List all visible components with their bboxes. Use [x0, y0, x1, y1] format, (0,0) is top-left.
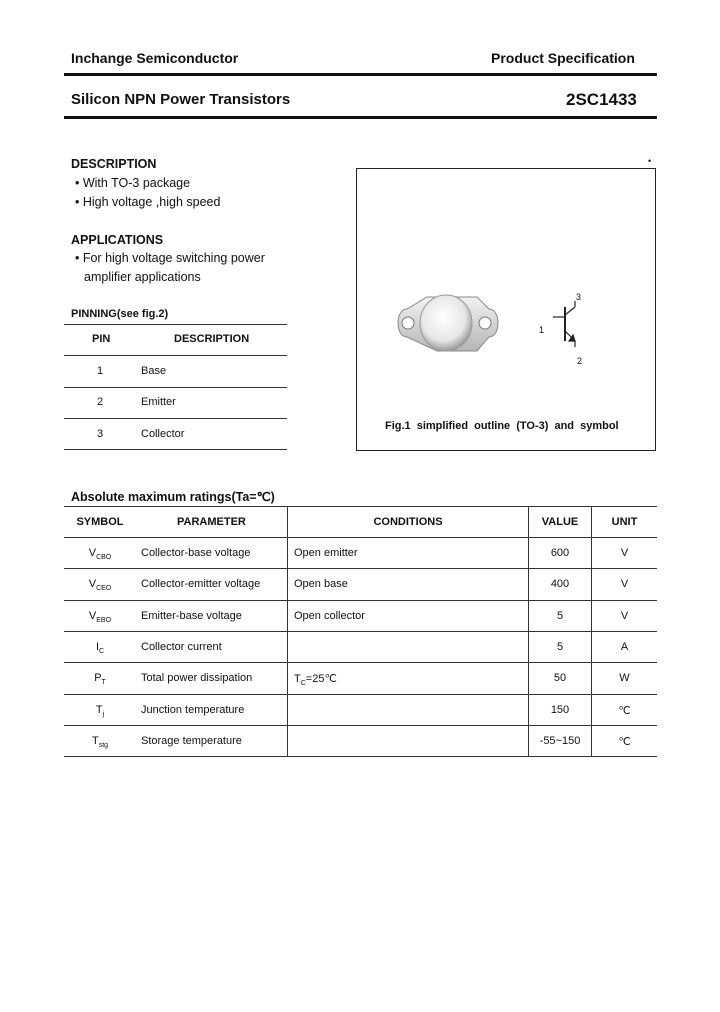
rating-symbol-subscript: EBO	[96, 617, 112, 625]
ratings-rule	[64, 600, 657, 601]
pinning-heading: PINNING(see fig.2)	[71, 308, 169, 320]
pin-description: Emitter	[141, 396, 176, 408]
ratings-rule	[64, 506, 657, 507]
symbol-pin-base: 1	[539, 325, 545, 335]
rating-parameter: Junction temperature	[141, 704, 245, 716]
rating-parameter: Total power dissipation	[141, 672, 253, 684]
company-name: Inchange Semiconductor	[71, 50, 239, 66]
symbol-pin-collector: 3	[576, 292, 582, 302]
rating-symbol-subscript: CEO	[96, 585, 112, 593]
rating-unit: ℃	[618, 705, 631, 717]
rating-value: 600	[550, 547, 570, 559]
description-item: • High voltage ,high speed	[75, 195, 221, 209]
rating-symbol-letter: I	[95, 641, 99, 653]
rating-symbol	[64, 610, 136, 624]
rating-symbol-letter: T	[91, 735, 99, 747]
ratings-rule	[64, 631, 657, 632]
rating-symbol-letter: V	[88, 610, 97, 622]
pinning-rule	[64, 355, 287, 356]
rating-parameter: Collector current	[141, 641, 222, 653]
rating-symbol	[64, 578, 136, 592]
rating-symbol-subscript: T	[101, 679, 106, 687]
rating-value: 150	[550, 704, 570, 716]
rating-value: 5	[556, 641, 564, 653]
rating-unit: V	[620, 578, 629, 590]
rating-symbol-letter: P	[94, 672, 102, 684]
rating-symbol	[64, 704, 136, 718]
pin-number: 2	[97, 396, 104, 408]
ratings-rule	[64, 537, 657, 538]
rating-value: 5	[556, 610, 564, 622]
pinning-rule	[64, 387, 287, 388]
rating-symbol-subscript: CBO	[96, 554, 112, 562]
rating-value: -55~150	[539, 735, 581, 747]
rating-symbol	[64, 547, 136, 561]
rating-condition: Open collector	[294, 610, 365, 622]
rating-unit: ℃	[618, 736, 631, 748]
ratings-heading: Absolute maximum ratings(Ta=℃)	[71, 490, 275, 504]
applications-line: amplifier applications	[84, 270, 201, 284]
pin-description: Base	[141, 365, 167, 377]
rating-unit: V	[620, 547, 629, 559]
to3-outline-and-symbol	[357, 169, 655, 450]
figure-box	[356, 168, 656, 451]
pinning-col-description: DESCRIPTION	[174, 333, 250, 345]
ratings-rule	[64, 756, 657, 757]
rating-parameter: Emitter-base voltage	[141, 610, 242, 622]
rating-condition: Open emitter	[294, 547, 358, 559]
product-line: Silicon NPN Power Transistors	[71, 91, 291, 108]
rating-parameter: Storage temperature	[141, 735, 242, 747]
pinning-rule	[64, 418, 287, 419]
rating-symbol	[64, 641, 136, 655]
rating-symbol	[64, 735, 136, 749]
ratings-col-parameter: PARAMETER	[177, 516, 246, 528]
rating-condition: Open base	[294, 578, 348, 590]
pin-number: 1	[97, 365, 104, 377]
to3-dome	[420, 295, 472, 351]
ratings-col-conditions: CONDITIONS	[373, 516, 443, 528]
description-item: • With TO-3 package	[75, 176, 191, 190]
ratings-col-value: VALUE	[541, 516, 579, 528]
pin-description: Collector	[141, 428, 185, 440]
mounting-hole	[402, 317, 414, 329]
title-rule	[64, 116, 657, 119]
ratings-rule	[64, 694, 657, 695]
header-rule	[64, 73, 657, 76]
rating-symbol-letter: V	[88, 578, 97, 590]
rating-condition: $T_C=25℃$	[294, 673, 337, 688]
rating-parameter: Collector-base voltage	[141, 547, 251, 559]
rating-symbol-letter: T	[95, 704, 103, 716]
document-type: Product Specification	[491, 50, 635, 66]
ratings-rule	[64, 662, 657, 663]
description-heading: DESCRIPTION	[71, 157, 157, 171]
ratings-rule	[64, 568, 657, 569]
rating-unit: A	[620, 641, 629, 653]
npn-symbol	[553, 301, 575, 347]
rating-parameter: Collector-emitter voltage	[141, 578, 261, 590]
rating-symbol-subscript: stg	[98, 742, 109, 750]
rating-unit: V	[620, 610, 629, 622]
mounting-hole	[479, 317, 491, 329]
pinning-rule	[64, 449, 287, 450]
rating-symbol-letter: V	[88, 547, 97, 559]
rating-value: 400	[550, 578, 570, 590]
figure-caption: Fig.1 simplified outline (TO-3) and symbol	[385, 420, 619, 432]
ratings-col-unit: UNIT	[611, 516, 638, 528]
applications-line: • For high voltage switching power	[75, 251, 265, 265]
rating-symbol-subscript: C	[99, 648, 105, 656]
pin-number: 3	[97, 428, 104, 440]
rating-value: 50	[553, 672, 567, 684]
symbol-pin-emitter: 2	[577, 356, 583, 366]
applications-heading: APPLICATIONS	[71, 233, 164, 247]
ratings-col-symbol: SYMBOL	[76, 516, 124, 528]
part-number: 2SC1433	[566, 90, 637, 109]
rating-symbol	[64, 672, 136, 686]
stray-mark: •	[648, 156, 652, 166]
rating-symbol-subscript: j	[102, 711, 105, 719]
pinning-col-pin: PIN	[92, 333, 111, 345]
pinning-rule	[64, 324, 287, 325]
rating-unit: W	[619, 672, 630, 684]
ratings-rule	[64, 725, 657, 726]
